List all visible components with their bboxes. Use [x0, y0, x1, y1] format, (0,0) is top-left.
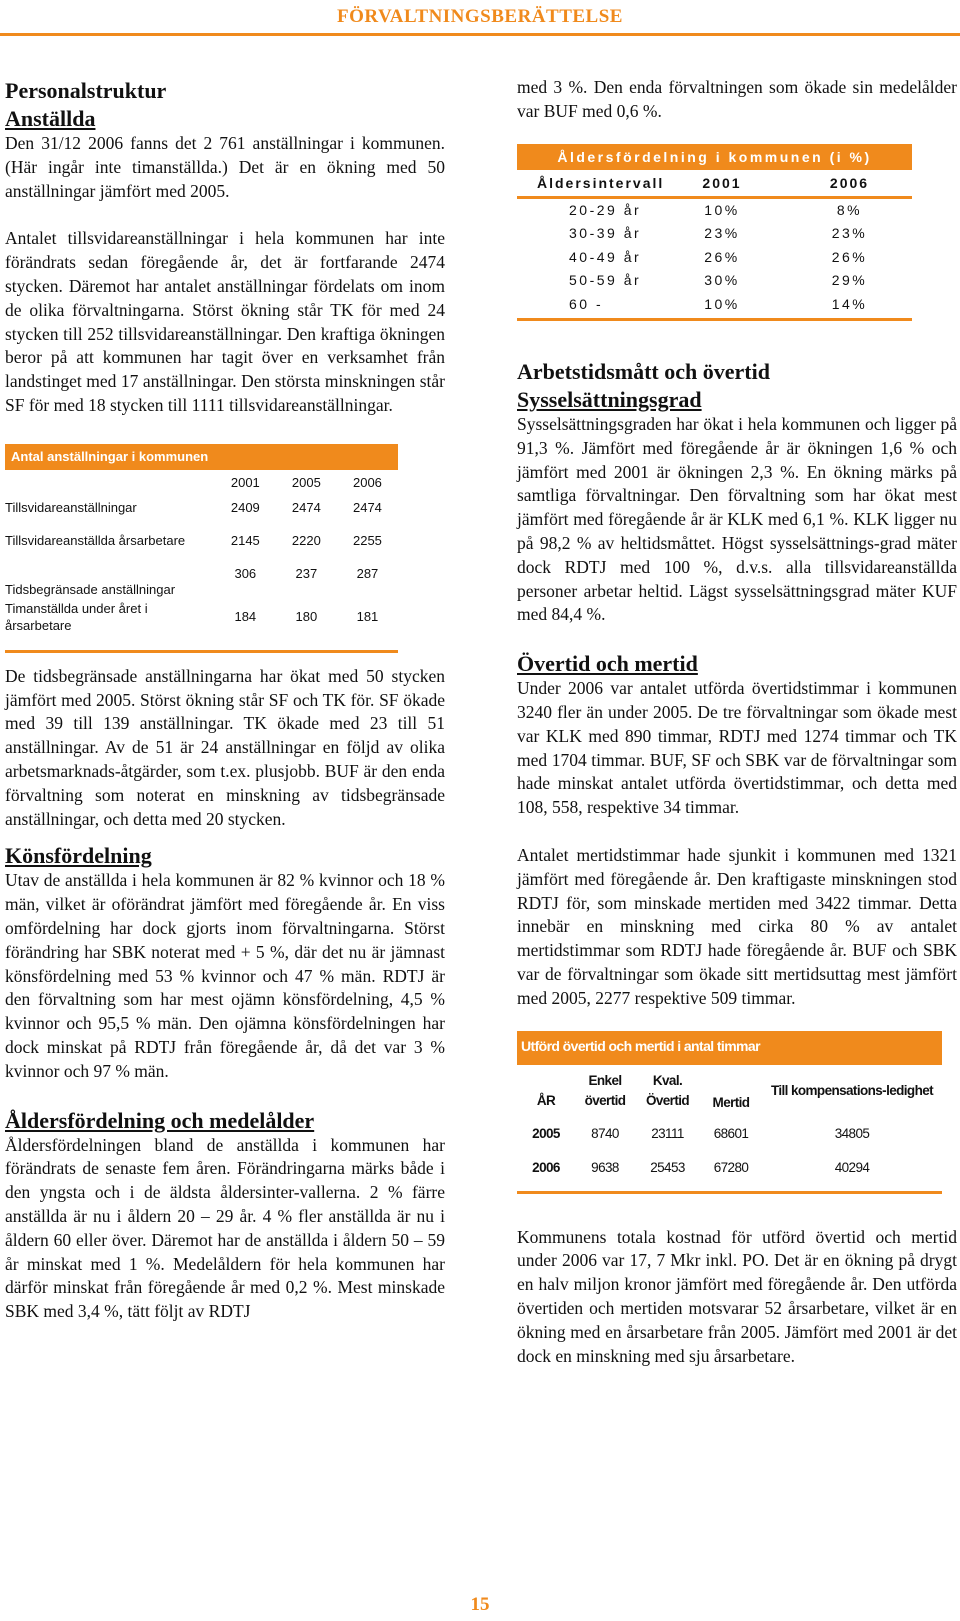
right-column [517, 76, 957, 1368]
anstallda-heading: Anställda [5, 106, 96, 131]
row-label: Tillsvidareanställda årsarbetare [5, 533, 186, 549]
cell: 29% [831, 272, 868, 289]
cell: 180 [295, 609, 318, 625]
column-header: Enkel övertid [584, 1072, 626, 1108]
row-label: Tillsvidareanställningar [5, 500, 137, 516]
cell: 181 [356, 609, 379, 625]
cell: 10% [704, 295, 740, 312]
section-title: FÖRVALTNINGSBERÄTTELSE [337, 6, 623, 27]
row-label: Timanställda under året i årsarbetare [5, 600, 148, 633]
table-row [5, 562, 398, 598]
table-row [517, 246, 912, 270]
table-row [517, 293, 912, 317]
cell: 2474 [291, 500, 321, 516]
cell: 184 [234, 609, 257, 625]
page-header [0, 0, 960, 36]
cell: 306 [234, 565, 257, 581]
overtid-table-header [517, 1065, 942, 1117]
cell: 8740 [591, 1125, 619, 1141]
cell: 2220 [291, 533, 321, 549]
table-row [5, 520, 398, 562]
table-row [5, 598, 398, 636]
cell: 8% [836, 201, 863, 218]
medelalder-continuation: med 3 %. Den enda förvaltningen som ökade sin medelålder var BUF med 0,6 %. [517, 77, 957, 121]
cell: 50-59 år [569, 272, 642, 289]
table-row [517, 199, 912, 223]
cell: 2005 [532, 1125, 560, 1141]
overtid-heading: Övertid och mertid [517, 651, 698, 677]
cell: 2474 [352, 500, 382, 516]
column-header: Mertid [712, 1094, 750, 1110]
cell: 34805 [834, 1125, 870, 1141]
cell: 26% [831, 248, 868, 265]
table-row [517, 222, 912, 246]
tidsbegransade-paragraph: De tidsbegränsade anställningarna har ökat med 50 stycken jämfört med 2005. Störst ökning står SF och TK för. SF ökade med 39 till 139 anställningar. TK ökade med 23 till 51 anställningar. Av de 51 är 24 anställningar en följd av olika arbetsmarknads-åtgärder, som t.ex. plusjobb. BUF är den enda förvaltning som noterat en minskning av tidsbegränsade anställningar, och detta med 20 stycken. [5, 665, 445, 829]
year-header: 2006 [352, 475, 382, 491]
cell: 23% [831, 225, 868, 242]
overtid-table [517, 1031, 942, 1194]
year-header: 2005 [291, 475, 321, 491]
cell: 287 [356, 565, 379, 581]
aldersfordelning-paragraph: Åldersfördelningen bland de anställda i kommunen har förändrats de senaste fem åren. Förändringarna märks både i den yngsta och i de äldsta åldersinter-vallerna. 2 % färre anställda är nu i åldern 20 – 29 år. 4 % fler anställda är nu i åldern 60 eller över. Däremot har de anställda i åldern 50 – 59 år minskat med 1 %. Medelåldern för hela kommunen har därför minskat från föregående år med 0,2 %. Mest minskade SBK med 3,4 %, tätt följt av RDTJ [5, 1134, 445, 1322]
kostnad-paragraph: Kommunens totala kostnad för utförd övertid och mertid under 2006 var 17, 7 Mkr inkl. PO. Det är en ökning på drygt en halv miljon kronor jämfört med föregående år. Den utförda övertiden och mertiden motsvarar 52 årsarbetare, vilket är en ökning med en årsarbetare från 2005. Jämfört med 2001 är det dock en minskning med sju årsarbetare. [517, 1226, 957, 1366]
column-header: 2006 [829, 174, 870, 191]
konsfordelning-heading: Könsfördelning [5, 843, 152, 869]
cell: 30-39 år [569, 225, 642, 242]
table-row [517, 1151, 942, 1185]
sysselsattningsgrad-heading: Sysselsättningsgrad [517, 387, 702, 413]
anstallningar-table [5, 444, 398, 653]
cell: 40-49 år [569, 248, 642, 265]
cell: 2255 [352, 533, 382, 549]
cell: 60 - [569, 295, 604, 312]
column-header: Kval. Övertid [645, 1072, 690, 1108]
cell: 9638 [591, 1159, 619, 1175]
overtid-table-title: Utförd övertid och mertid i antal timmar [517, 1031, 942, 1065]
konsfordelning-paragraph: Utav de anställda i hela kommunen är 82 % kvinnor och 18 % män, vilket är oförändrat jämfört med föregående år. En viss omfördelning har dock gjorts inom förvaltningarna. Störst förändring har SBK noterat med + 5 %, där det nu är jämnast könsfördelning med 53 % kvinnor och 47 % män. RDTJ är den förvaltning som har mest ojämn könsfördelning, 4,5 % kvinnor och 95,5 % män. Den ojämna könsfördelningen har dock minskat på RDTJ från föregående år, då det var 3 % kvinnor och 97 % män. [5, 870, 445, 1081]
cell: 30% [704, 272, 740, 289]
cell: 10% [704, 201, 740, 218]
aldersfordelning-table-title: Åldersfördelning i kommunen (i %) [517, 144, 912, 170]
cell: 14% [831, 295, 868, 312]
sysselsattningsgrad-paragraph: Sysselsättningsgraden har ökat i hela kommunen och ligger på 91,3 %. Jämfört med föregående år är ökningen 1,6 % och jämfört med 2001 är ökningen 2,3 %. En ökning märks på samtliga förvaltningar. Den förvaltning som har ökat mest jämfört med föregående år är KLK med 6,1 %. KLK ligger nu på 98,2 % av heltidsmåttet. Högst sysselsättnings-grad mäter dock RDTJ med 100 %, d.v.s. alla tillsvidareanställda personer arbetar heltid. Lägst sysselsättningsgrad mäter KUF med 84,4 %. [517, 414, 957, 625]
cell: 23% [704, 225, 740, 242]
cell: 237 [295, 565, 318, 581]
year-header: 2001 [230, 475, 260, 491]
cell: 2006 [532, 1159, 560, 1175]
aldersfordelning-heading: Åldersfördelning och medelålder [5, 1107, 315, 1133]
anstallningar-table-title: Antal anställningar i kommunen [5, 444, 398, 470]
mertid-paragraph: Antalet mertidstimmar hade sjunkit i kommunen med 1321 jämfört med föregående år. Den kraftigaste minskningen stod RDTJ för, som minskade mertiden med 3422 timmar. Detta innebär en minskning med cirka 80 % av antalet mertidstimmar som RDTJ hade föregående år. BUF och SBK var de förvaltningar som ökade sitt mertidsuttag mest jämfört med 2005, 2277 respektive 509 timmar. [517, 845, 957, 1008]
left-column [5, 76, 445, 1324]
anstallningar-table-header [5, 470, 398, 496]
anstallda-paragraph-1: Den 31/12 2006 fanns det 2 761 anställningar i kommunen. (Här ingår inte timanställda.) Det är en ökning med 50 anställningar jämfört med 2005. [5, 133, 445, 201]
personalstruktur-heading: Personalstruktur [5, 78, 167, 103]
cell: 26% [704, 248, 740, 265]
overtid-paragraph: Under 2006 var antalet utförda övertidstimmar i kommunen 3240 fler än under 2005. De tre förvaltningar som ökade mest var KLK med 890 timmar, RDTJ med 1274 timmar och TK med 1704 timmar. BUF, SF och SBK var de förvaltningar som hade minskat antalet utförda övertidstimmar, och detta med 108, 558, respektive 34 timmar. [517, 678, 957, 818]
cell: 2409 [230, 500, 260, 516]
cell: 2145 [230, 533, 260, 549]
table-row [517, 1117, 942, 1151]
page-number: 15 [470, 1594, 490, 1615]
cell: 67280 [713, 1159, 749, 1175]
anstallda-paragraph-2: Antalet tillsvidareanställningar i hela kommunen har inte förändrats sedan föregående år, det är fortfarande 2474 stycken. Däremot har antalet anställningar fördelats om inom de olika förvaltningarna. Störst ökning står TK för med 24 stycken till 252 tillsvidareanställningar. Den kraftiga ökningen beror på att kommunen har tagit över en verksamhet från landstinget med 17 anställningar. Den största minskningen står SF för med 18 stycken till 1111 tillsvidareanställningar. [5, 228, 445, 415]
cell: 40294 [834, 1159, 870, 1175]
aldersfordelning-table-header [517, 170, 912, 199]
column-header: 2001 [702, 174, 742, 191]
table-row [517, 269, 912, 293]
cell: 68601 [713, 1125, 749, 1141]
cell: 25453 [650, 1159, 685, 1175]
arbetstidsmatt-heading: Arbetstidsmått och övertid [517, 359, 770, 385]
cell: 20-29 år [569, 201, 642, 218]
column-header: Åldersintervall [537, 174, 665, 191]
aldersfordelning-table [517, 144, 912, 322]
column-header: Till kompensations-ledighet [770, 1082, 934, 1098]
column-header: ÅR [536, 1092, 556, 1108]
row-label: Tidsbegränsade anställningar [5, 581, 176, 597]
table-row [5, 496, 398, 520]
cell: 23111 [651, 1125, 684, 1141]
